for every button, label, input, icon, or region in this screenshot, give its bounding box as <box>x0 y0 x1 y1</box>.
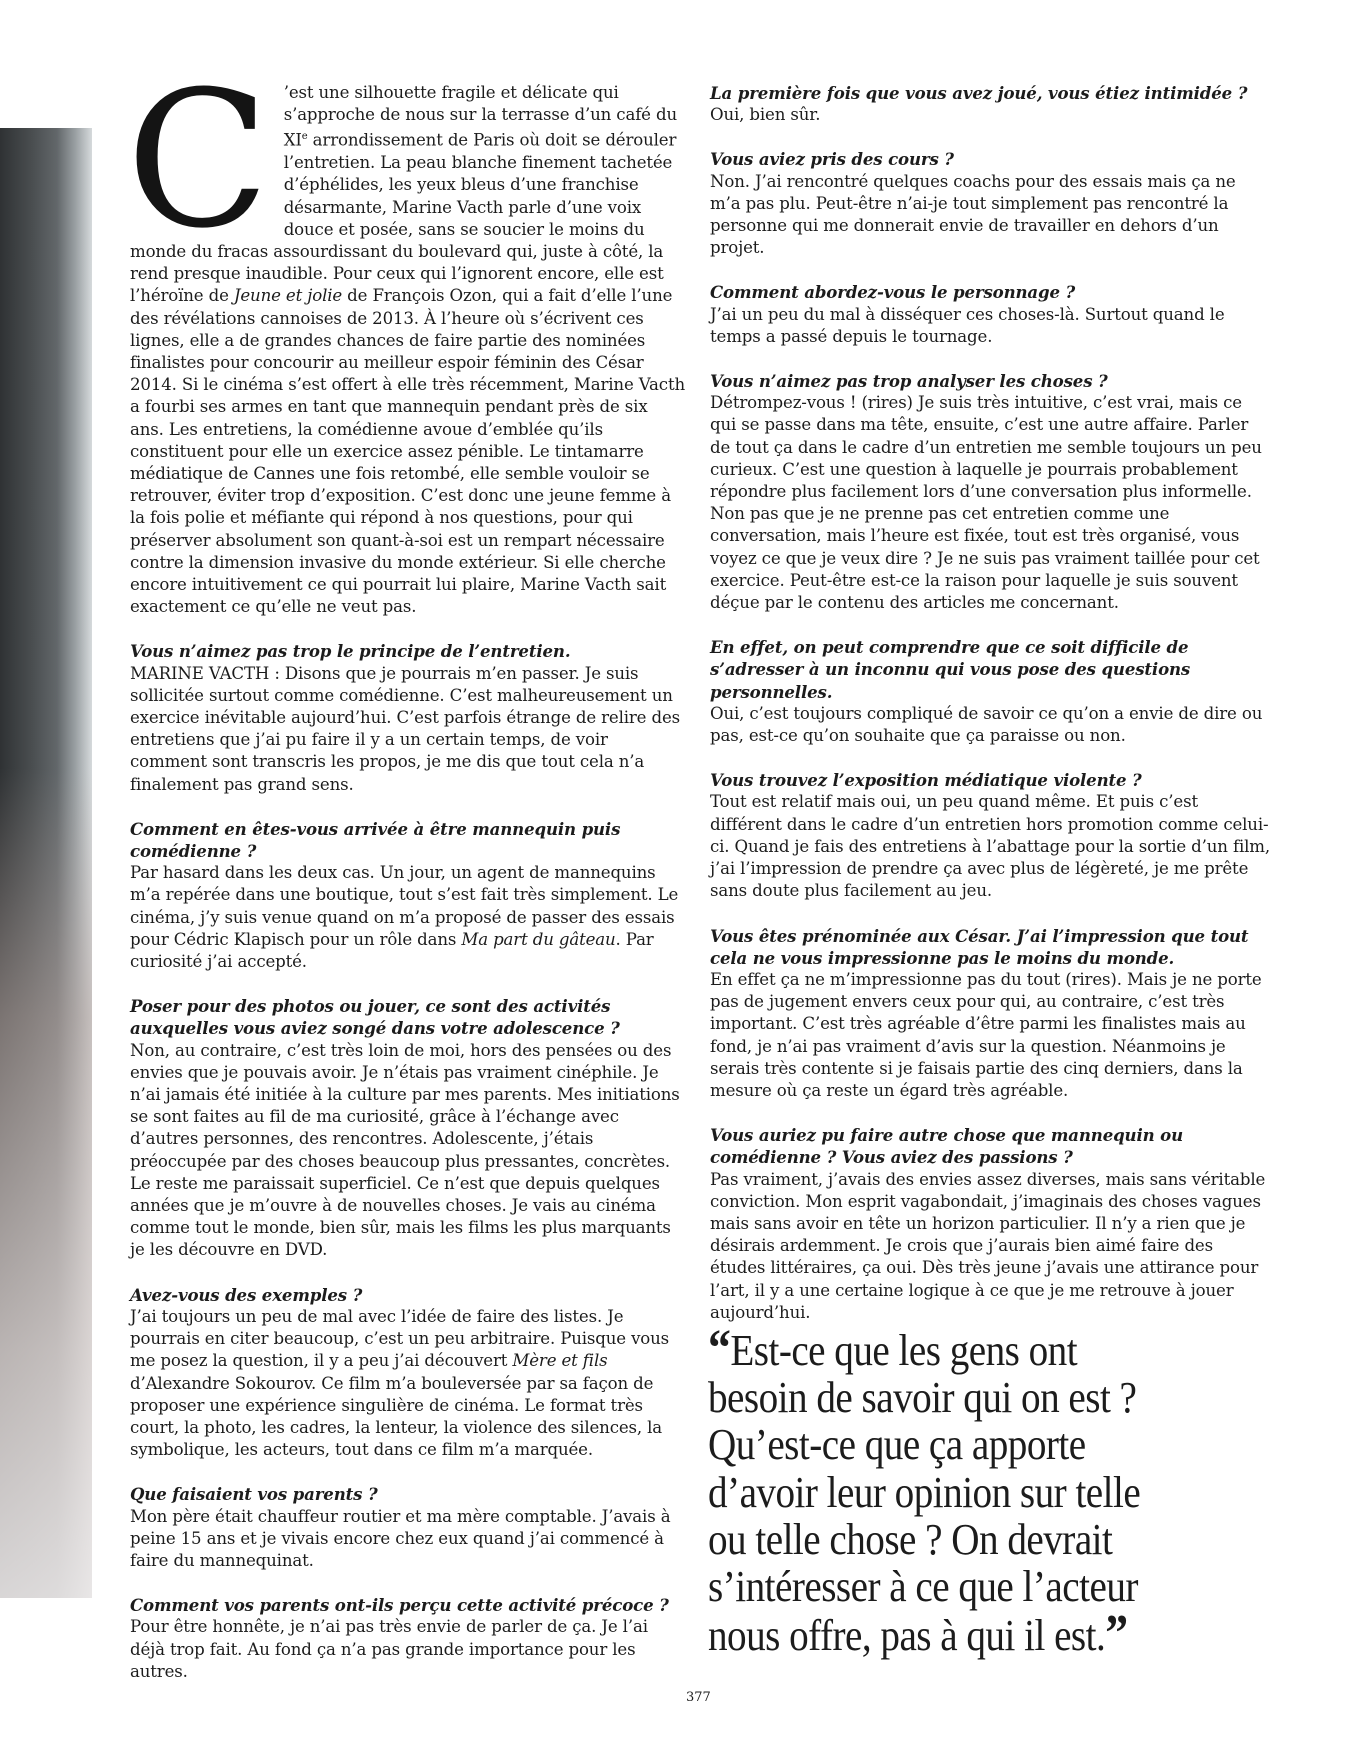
answer: Mon père était chauffeur routier et ma mère comptable. J’avais à peine 15 ans et je vivais encore chez eux quand j’ai commencé à faire du mannequinat. <box>130 1506 671 1570</box>
close-quote-mark: ” <box>1105 1605 1128 1663</box>
pull-quote-line: besoin de savoir qui on est ? <box>708 1372 1137 1423</box>
film-title: Ma part du gâteau <box>461 929 616 949</box>
pull-quote-line: d’avoir leur opinion sur telle <box>708 1466 1141 1517</box>
question: Comment vos parents ont-ils perçu cette activité précoce ? <box>130 1595 669 1616</box>
right-column <box>710 82 1270 1346</box>
qa-block <box>130 1284 686 1462</box>
drop-cap: C <box>126 51 270 270</box>
pull-quote-line: Qu’est-ce que ça apporte <box>708 1419 1086 1470</box>
answer: Non. J’ai rencontré quelques coachs pour des essais mais ça ne m’a pas plu. Peut-être n’ai-je tout simplement pas rencontré la personne qui me donnerait envie de travailler en dehors d’un projet. <box>710 171 1236 258</box>
question: Comment en êtes-vous arrivée à être mannequin puis comédienne ? <box>130 818 621 862</box>
qa-block <box>130 818 686 973</box>
qa-block <box>710 769 1270 902</box>
intro-text-after: de François Ozon, qui a fait d’elle l’une des révélations cannoises de 2013. À l’heure où s’écrivent ces lignes, elle a de grandes chances de faire partie des nominées finalistes pour concourir au meilleur espoir féminin des César 2014. Si le cinéma s’est offert à elle très récemment, Marine Vacth a fourbi ses armes en tant que mannequin pendant près de six ans. Les entretiens, la comédienne avoue d’emblée qu’ils constituent pour elle un exercice assez pénible. Le tintamarre médiatique de Cannes une fois retombé, elle semble vouloir se retrouver, éviter trop d’exposition. C’est donc une jeune femme à la fois polie et méfiante qui répond à nos questions, pour qui préserver absolument son quant-à-soi est un rempart nécessaire contre la dimension invasive du monde extérieur. Si elle cherche encore intuitivement ce qui pourrait lui plaire, Marine Vacth sait exactement ce qu’elle ne veut pas. <box>130 286 686 617</box>
intro-superscript: e <box>301 131 308 143</box>
question: La première fois que vous avez joué, vous étiez intimidée ? <box>710 83 1248 103</box>
question: Vous aviez pris des cours ? <box>710 149 954 170</box>
answer: Tout est relatif mais oui, un peu quand même. Et puis c’est différent dans le cadre d’un entretien hors promotion comme celui-ci. Quand je fais des entretiens à l’abattage pour la sortie d’un film, j’ai l’impression de prendre ça avec plus de légèreté, je me prête sans doute plus facilement au jeu. <box>710 792 1270 901</box>
question: Vous êtes prénominée aux César. J’ai l’impression que tout cela ne vous impressionne pas le moins du monde. <box>710 925 1249 968</box>
qa-block <box>130 640 686 795</box>
question: Vous n’aimez pas trop analyser les choses ? <box>710 371 1108 392</box>
film-title: Mère et fils <box>512 1351 608 1371</box>
photo-edge <box>0 128 92 1598</box>
answer <box>130 862 686 973</box>
question: En effet, on peut comprendre que ce soit difficile de s’adresser à un inconnu qui vous pose des questions personnelles. <box>710 637 1191 702</box>
answer: Oui, c’est toujours compliqué de savoir ce qu’on a envie de dire ou pas, est-ce qu’on souhaite que ça paraisse ou non. <box>710 703 1263 746</box>
answer-text: Par hasard dans les deux cas. Un jour, un agent de mannequins m’a repérée dans une boutique, tout s’est fait très simplement. Le cinéma, j’y suis venue quand on m’a proposé de passer des essais pour Cédric Klapisch pour un rôle dans <box>130 863 679 949</box>
qa-block <box>710 370 1270 614</box>
question: Avez-vous des exemples ? <box>130 1284 363 1305</box>
qa-block <box>710 82 1270 126</box>
question: Vous n’aimez pas trop le principe de l’entretien. <box>130 641 571 662</box>
question: Que faisaient vos parents ? <box>130 1484 378 1505</box>
intro-paragraph <box>126 51 686 618</box>
intro-film-title: Jeune et jolie <box>233 286 343 306</box>
answer: Oui, bien sûr. <box>710 105 821 125</box>
pull-quote-line: Est-ce que les gens ont <box>730 1325 1078 1375</box>
intro-text-mid: arrondissement de Paris où doit se dérouler l’entretien. La peau blanche finement tachetée d’éphélides, les yeux bleus d’une franchise désarmante, Marine Vacth parle d’une voix douce et posée, sans se soucier le moins du monde du fracas assourdissant du boulevard qui, juste à côté, la rend presque inaudible. Pour ceux qui l’ignorent encore, elle est l’héroïne de <box>130 130 677 306</box>
qa-block <box>130 1594 686 1683</box>
answer-text: J’ai toujours un peu de mal avec l’idée de faire des listes. Je pourrais en citer beaucoup, c’est un peu arbitraire. Puisque vous me posez la question, il y a peu j’ai découvert <box>130 1306 670 1371</box>
answer: Pas vraiment, j’avais des envies assez diverses, mais sans véritable conviction. Mon esprit vagabondait, j’imaginais des choses vagues mais sans avoir en tête un horizon particulier. Il n’y a rien que je désirais ardemment. Je crois que j’aurais bien aimé faire des études littéraires, ça oui. Dès très jeune j’avais une attirance pour l’art, il y a une certaine logique à ce que je me retrouve à jouer aujourd’hui. <box>710 1169 1266 1322</box>
answer: Détrompez-vous ! (rires) Je suis très intuitive, c’est vrai, mais ce qui se passe dans ma tête, ensuite, c’est une autre affaire. Parler de tout ça dans le cadre d’un entretien me semble toujours un peu curieux. C’est une question à laquelle je pourrais probablement répondre plus facilement lors d’une conversation plus informelle. Non pas que je ne prenne pas cet entretien comme une conversation, mais l’heure est fixée, tout est très organisé, vous voyez ce que je veux dire ? Je ne suis pas vraiment taillée pour cet exercice. Peut-être est-ce la raison pour laquelle je suis souvent déçue par le contenu des articles me concernant. <box>710 393 1262 613</box>
qa-block <box>710 1124 1270 1324</box>
answer: MARINE VACTH : Disons que je pourrais m’en passer. Je suis sollicitée surtout comme comédienne. C’est malheureusement un exercice inévitable aujourd’hui. C’est parfois étrange de relire des entretiens que j’ai pu faire il y a un certain temps, de voir comment sont transcris les propos, je me dis que tout cela n’a finalement pas grand sens. <box>130 663 680 794</box>
answer-text-end: . Par curiosité j’ai accepté. <box>130 929 654 972</box>
answer <box>130 1306 686 1461</box>
question: Poser pour des photos ou jouer, ce sont des activités auxquelles vous aviez songé dans votre adolescence ? <box>130 996 620 1039</box>
answer: Pour être honnête, je n’ai pas très envie de parler de ça. Je l’ai déjà trop fait. Au fond ça n’a pas grande importance pour les autres. <box>130 1617 648 1681</box>
pull-quote <box>708 1320 1201 1663</box>
answer: En effet ça ne m’impressionne pas du tout (rires). Mais je ne porte pas de jugement envers ceux pour qui, au contraire, c’est très important. C’est très agréable d’être parmi les finalistes mais au fond, je n’ai pas vraiment d’avis sur la question. Néanmoins je serais très contente si je faisais partie des cinq derniers, dans la mesure où ça reste un égard très agréable. <box>710 969 1262 1100</box>
left-column <box>126 51 686 1705</box>
qa-block <box>710 636 1270 747</box>
qa-block <box>130 1483 686 1572</box>
qa-block <box>710 925 1270 1103</box>
answer: J’ai un peu du mal à disséquer ces choses-là. Surtout quand le temps a passé depuis le tournage. <box>710 304 1225 346</box>
open-quote-mark: “ <box>708 1320 731 1377</box>
question: Comment abordez-vous le personnage ? <box>710 282 1076 303</box>
page-number: 377 <box>686 1690 711 1705</box>
answer: Non, au contraire, c’est très loin de moi, hors des pensées ou des envies que je pouvais avoir. Je n’étais pas vraiment cinéphile. Je n’ai jamais été initiée à la culture par mes parents. Mes initiations se sont faites au fil de ma curiosité, grâce à l’échange avec d’autres personnes, des rencontres. Adolescente, j’étais préoccupée par des choses beaucoup plus pressantes, concrètes. Le reste me paraissait superficiel. Ce n’est que depuis quelques années que je m’ouvre à de nouvelles choses. Je vais au cinéma comme tout le monde, bien sûr, mais les films les plus marquants je les découvre en DVD. <box>130 1040 680 1260</box>
qa-block <box>710 281 1270 348</box>
question: Vous auriez pu faire autre chose que mannequin ou comédienne ? Vous aviez des passions ? <box>710 1125 1184 1168</box>
pull-quote-line: nous offre, pas à qui il est. <box>708 1610 1106 1661</box>
qa-block <box>130 995 686 1261</box>
intro-text-before: ’est une silhouette fragile et délicate qui s’approche de nous sur la terrasse d’un café du XI <box>283 83 677 150</box>
question: Vous trouvez l’exposition médiatique violente ? <box>710 770 1142 791</box>
answer-text-end: d’Alexandre Sokourov. Ce film m’a bouleversée par sa façon de proposer une expérience singulière de cinéma. Le format très court, la photo, les cadres, la lenteur, la violence des silences, la symbolique, les acteurs, tout dans ce film m’a marquée. <box>130 1373 663 1460</box>
pull-quote-line: ou telle chose ? On devrait <box>708 1513 1113 1564</box>
qa-block <box>710 148 1270 259</box>
pull-quote-line: s’intéresser à ce que l’acteur <box>708 1561 1138 1612</box>
